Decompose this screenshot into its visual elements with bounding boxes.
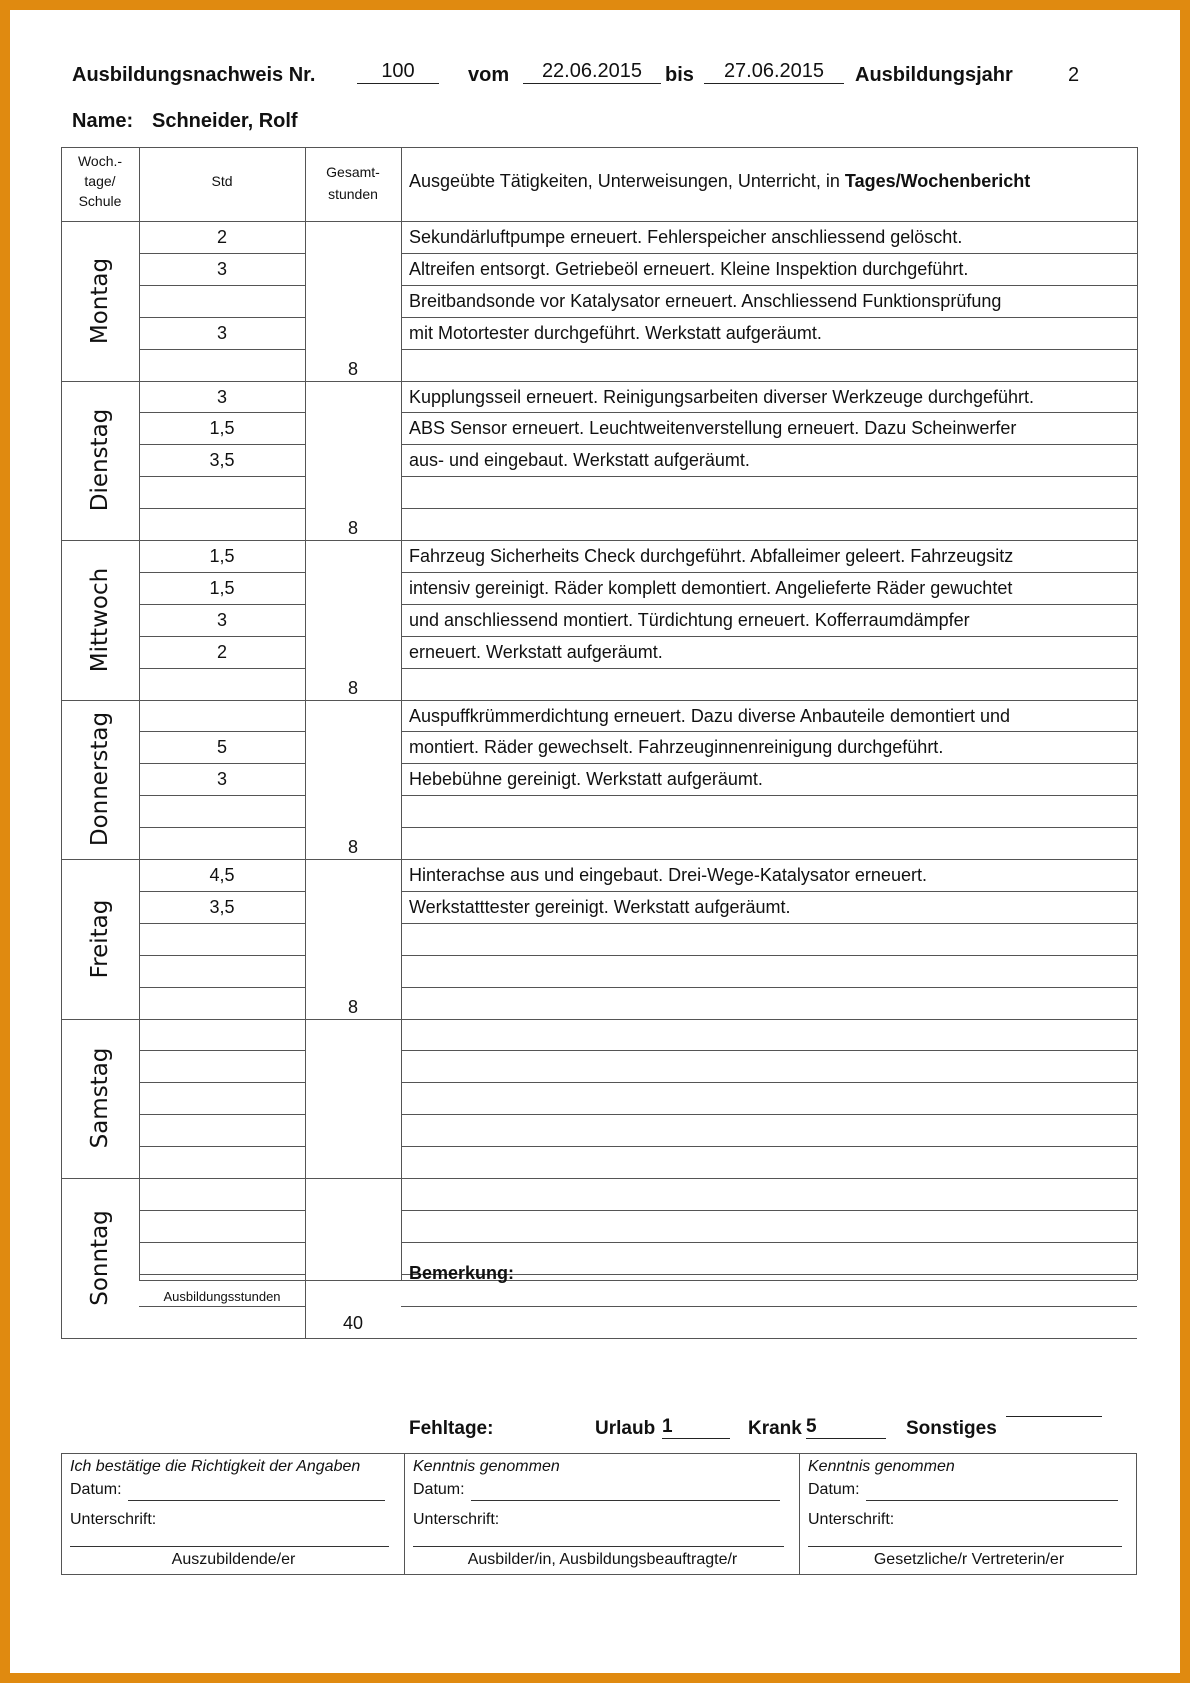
signature-role: Auszubildende/er <box>171 1551 296 1568</box>
day-label-samstag: Samstag <box>87 1047 113 1149</box>
signature-date-label: Datum: <box>70 1481 122 1498</box>
activity-cell: und anschliessend montiert. Türdichtung erneuert. Kofferraumdämpfer <box>409 609 970 630</box>
signature-sign-label: Unterschrift: <box>70 1511 157 1528</box>
row-line-activity <box>401 1210 1137 1211</box>
row-line-hours <box>139 1274 305 1275</box>
absence-label: Fehltage: <box>409 1418 494 1439</box>
other-label: Sonstiges <box>906 1418 997 1439</box>
hours-cell: 1,5 <box>209 418 235 439</box>
activities-header-bold: Tages/Wochenbericht <box>844 171 1031 191</box>
row-line-hours <box>139 1050 305 1051</box>
from-label: vom <box>468 64 510 86</box>
row-line-activity <box>401 1114 1137 1115</box>
hours-cell: 2 <box>216 227 227 247</box>
row-line-hours <box>139 668 305 669</box>
date-line <box>128 1500 385 1501</box>
signature-role: Ausbilder/in, Ausbildungsbeauftragte/r <box>467 1551 738 1568</box>
record-title-label: Ausbildungsnachweis Nr. <box>72 64 316 86</box>
row-line-hours <box>139 1242 305 1243</box>
vacation-label: Urlaub <box>595 1418 656 1439</box>
table-border-top <box>61 147 1137 148</box>
signature-block <box>61 1453 1137 1575</box>
activity-cell: Sekundärluftpumpe erneuert. Fehlerspeicher anschliessend gelöscht. <box>409 227 963 247</box>
row-line-hours <box>139 1306 305 1307</box>
day-label-montag: Montag <box>87 257 113 344</box>
signature-sign-label: Unterschrift: <box>808 1511 895 1528</box>
to-date: 27.06.2015 <box>704 60 844 84</box>
row-line-activity <box>401 795 1137 796</box>
row-line-hours <box>139 285 305 286</box>
name-label: Name: <box>72 110 134 132</box>
other-value <box>1006 1416 1102 1417</box>
row-line-activity <box>401 1050 1137 1051</box>
signature-line <box>808 1546 1122 1547</box>
row-line-hours <box>139 476 305 477</box>
hours-cell: 4,5 <box>209 865 235 885</box>
column-header-activities <box>409 171 1030 192</box>
row-line-activity <box>401 827 1137 828</box>
activity-cell: montiert. Räder gewechselt. Fahrzeuginnenreinigung durchgeführt. <box>409 737 944 758</box>
date-line <box>471 1500 780 1501</box>
signature-confirm-text: Kenntnis genommen <box>808 1458 955 1475</box>
row-line-activity <box>401 349 1137 350</box>
column-header-days: Woch.- tage/ Schule <box>77 153 123 209</box>
activity-cell: Breitbandsonde vor Katalysator erneuert. Anschliessend Funktionsprüfung <box>409 290 1002 311</box>
signature-sign-label: Unterschrift: <box>413 1511 500 1528</box>
hours-cell: 2 <box>216 641 227 662</box>
row-line-hours <box>139 1210 305 1211</box>
activity-cell: erneuert. Werkstatt aufgeräumt. <box>409 641 663 662</box>
row-line-activity <box>401 987 1137 988</box>
weekly-report-table <box>61 147 1137 1333</box>
signature-date-label: Datum: <box>808 1481 860 1498</box>
signature-line <box>413 1546 784 1547</box>
row-line-activity <box>401 923 1137 924</box>
row-line-hours <box>139 1146 305 1147</box>
to-label: bis <box>665 64 694 86</box>
daily-total: 8 <box>347 358 358 379</box>
row-line-activity <box>401 1146 1137 1147</box>
name-value: Schneider, Rolf <box>152 110 298 132</box>
remark-label: Bemerkung: <box>409 1263 515 1283</box>
daily-total: 8 <box>347 677 358 698</box>
signature-line <box>70 1546 389 1547</box>
day-label-donnerstag: Donnerstag <box>87 712 113 847</box>
hours-cell: 3 <box>216 769 227 790</box>
training-year-label: Ausbildungsjahr <box>855 64 1013 86</box>
row-line-activity <box>401 1242 1137 1243</box>
row-line-hours <box>139 923 305 924</box>
activity-cell: Hinterachse aus und eingebaut. Drei-Wege-Katalysator erneuert. <box>409 865 927 885</box>
row-line-hours <box>139 795 305 796</box>
col-divider-2 <box>305 147 306 1338</box>
hours-cell: 3 <box>216 386 227 407</box>
signature-confirm-text: Ich bestätige die Richtigkeit der Angaben <box>70 1458 361 1475</box>
hours-cell: 1,5 <box>209 577 235 598</box>
day-label-mittwoch: Mittwoch <box>87 567 113 672</box>
activity-cell: aus- und eingebaut. Werkstatt aufgeräumt. <box>409 450 750 471</box>
from-date: 22.06.2015 <box>523 60 661 84</box>
day-label-sonntag: Sonntag <box>87 1209 113 1306</box>
sick-value: 5 <box>806 1416 886 1439</box>
activity-cell: Fahrzeug Sicherheits Check durchgeführt. Abfalleimer geleert. Fahrzeugsitz <box>409 546 1014 566</box>
row-line-activity <box>401 508 1137 509</box>
signature-confirm-text: Kenntnis genommen <box>413 1458 560 1475</box>
row-line-activity <box>401 476 1137 477</box>
row-line-hours <box>139 508 305 509</box>
record-number: 100 <box>357 60 439 84</box>
day-label-dienstag: Dienstag <box>87 408 113 512</box>
days-bottom-border <box>61 1338 1137 1339</box>
sick-label: Krank <box>748 1418 802 1439</box>
activity-cell: mit Motortester durchgeführt. Werkstatt aufgeräumt. <box>409 322 822 343</box>
hours-cell: 3 <box>216 258 227 279</box>
summary-total-hours: 40 <box>342 1313 364 1333</box>
hours-cell: 3,5 <box>209 450 235 471</box>
activity-cell: Kupplungsseil erneuert. Reinigungsarbeiten diverser Werkzeuge durchgeführt. <box>409 386 1035 407</box>
signature-date-label: Datum: <box>413 1481 465 1498</box>
hours-cell: 3,5 <box>209 896 235 917</box>
activity-cell: Auspuffkrümmerdichtung erneuert. Dazu diverse Anbauteile demontiert und <box>409 705 1011 726</box>
signature-role: Gesetzliche/r Vertreterin/er <box>873 1551 1065 1568</box>
row-line-hours <box>139 349 305 350</box>
activity-cell: Altreifen entsorgt. Getriebeöl erneuert. Kleine Inspektion durchgeführt. <box>409 258 969 279</box>
daily-total: 8 <box>347 837 358 858</box>
activity-cell: Werkstatttester gereinigt. Werkstatt aufgeräumt. <box>409 896 791 917</box>
row-line-activity <box>401 955 1137 956</box>
daily-total: 8 <box>347 518 358 539</box>
row-line-activity <box>401 668 1137 669</box>
column-header-hours: Std <box>211 173 233 189</box>
hours-cell: 3 <box>216 609 227 630</box>
table-border-bottom <box>139 1280 1137 1281</box>
activity-cell: intensiv gereinigt. Räder komplett demontiert. Angelieferte Räder gewuchtet <box>409 577 1013 598</box>
row-line-hours <box>139 1114 305 1115</box>
table-border-left <box>61 147 62 1338</box>
daily-total: 8 <box>347 996 358 1017</box>
row-line-activity <box>401 1082 1137 1083</box>
row-line-hours <box>139 1082 305 1083</box>
summary-hours-label: Ausbildungsstunden <box>163 1289 281 1304</box>
row-line-hours <box>139 827 305 828</box>
vacation-value: 1 <box>662 1416 730 1439</box>
row-line-hours <box>139 987 305 988</box>
activities-header-text: Ausgeübte Tätigkeiten, Unterweisungen, Unterricht, in <box>409 171 845 191</box>
training-year-value: 2 <box>1068 64 1080 86</box>
day-separator <box>61 1019 1137 1020</box>
hours-cell: 1,5 <box>209 546 235 566</box>
row-line-activity <box>401 1306 1137 1307</box>
hours-cell: 5 <box>216 737 227 758</box>
table-border-right <box>1137 147 1138 1280</box>
activity-cell: ABS Sensor erneuert. Leuchtweitenverstellung erneuert. Dazu Scheinwerfer <box>409 418 1017 439</box>
day-separator <box>61 1178 1137 1179</box>
day-label-freitag: Freitag <box>87 899 113 979</box>
date-line <box>866 1500 1118 1501</box>
activity-cell: Hebebühne gereinigt. Werkstatt aufgeräumt. <box>409 769 763 790</box>
hours-cell: 3 <box>216 322 227 343</box>
column-header-total: Gesamt- stunden <box>326 164 380 202</box>
row-line-hours <box>139 955 305 956</box>
